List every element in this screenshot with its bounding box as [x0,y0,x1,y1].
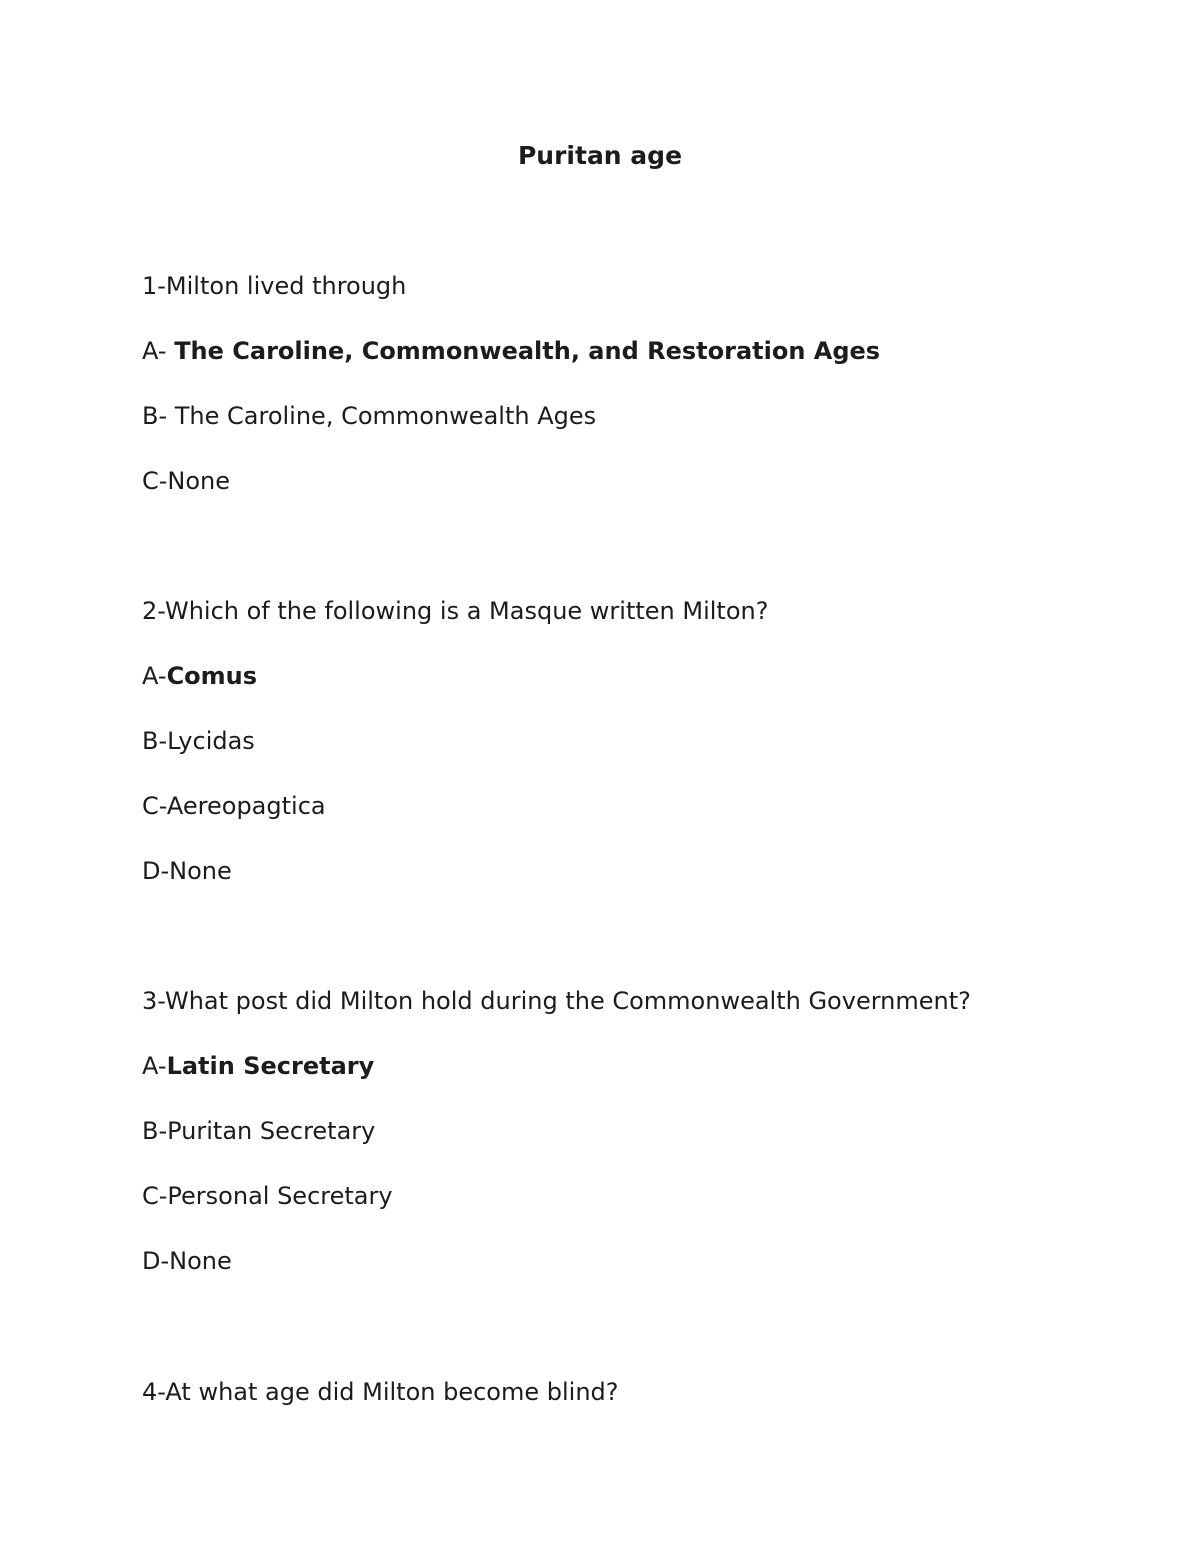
option-prefix: A- [142,337,175,365]
option-prefix: A- [142,662,167,690]
question-1-option-c: C-None [142,467,231,495]
question-2-option-b: B-Lycidas [142,727,255,755]
correct-answer: Latin Secretary [166,1052,375,1080]
question-2-option-a [142,660,257,692]
correct-answer: The Caroline, Commonwealth, and Restoration Ages [174,337,881,365]
option-prefix: A- [142,1052,167,1080]
question-3-option-b: B-Puritan Secretary [142,1117,376,1145]
question-3-option-a [142,1050,374,1082]
question-1-option-a [142,335,880,367]
question-3-prompt: 3-What post did Milton hold during the Commonwealth Government? [142,987,971,1015]
question-1-prompt: 1-Milton lived through [142,272,407,300]
question-2-prompt: 2-Which of the following is a Masque written Milton? [142,597,769,625]
question-3-option-d: D-None [142,1247,232,1275]
question-4-prompt: 4-At what age did Milton become blind? [142,1378,619,1406]
question-3-option-c: C-Personal Secretary [142,1182,393,1210]
question-1-option-b: B- The Caroline, Commonwealth Ages [142,402,597,430]
question-2-option-c: C-Aereopagtica [142,792,326,820]
document-title: Puritan age [517,141,683,170]
question-2-option-d: D-None [142,857,232,885]
correct-answer: Comus [166,662,258,690]
